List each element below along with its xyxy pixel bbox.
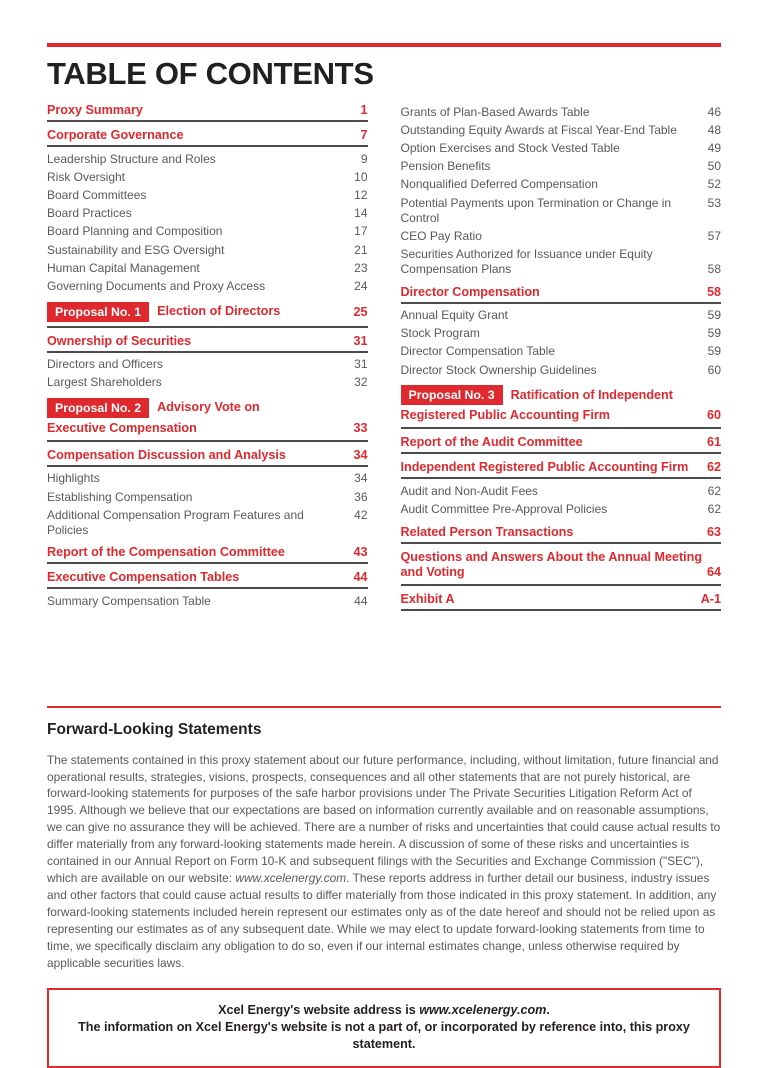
toc-entry-page: 57 <box>707 228 721 243</box>
proposal-badge: Proposal No. 3 <box>401 385 503 405</box>
proposal-badge: Proposal No. 2 <box>47 398 149 418</box>
toc-heading-page: 31 <box>353 333 368 348</box>
toc-entry[interactable] <box>401 343 722 361</box>
toc-entry-page: 62 <box>707 483 721 498</box>
notice-line1-suffix: . <box>546 1003 550 1018</box>
toc-heading-label: Executive Compensation Tables <box>47 570 240 585</box>
toc-entry-page: 9 <box>360 151 368 166</box>
toc-entry-label: Board Practices <box>47 206 132 221</box>
toc-heading-label: Related Person Transactions <box>400 524 574 539</box>
website-link[interactable]: www.xcelenergy.com <box>235 870 347 885</box>
toc-entry-page: 44 <box>354 594 368 609</box>
toc-heading-page: 63 <box>706 524 721 539</box>
toc-entry-label: Additional Compensation Program Features and Policies <box>47 507 304 537</box>
toc-entry[interactable] <box>401 103 722 121</box>
toc-page <box>0 43 768 1068</box>
toc-entry-label: Board Planning and Composition <box>47 224 223 239</box>
toc-entry[interactable] <box>401 245 722 278</box>
toc-entry-page: 50 <box>707 159 721 174</box>
notice-line-1 <box>67 1002 701 1019</box>
toc-entry-label: Pension Benefits <box>400 159 491 174</box>
website-link[interactable]: www.xcelenergy.com <box>419 1003 547 1018</box>
toc-proposal-1[interactable] <box>47 302 368 328</box>
toc-entry[interactable] <box>47 241 368 259</box>
toc-entry[interactable] <box>47 223 368 241</box>
website-notice-box <box>47 988 721 1068</box>
toc-entry-label: Establishing Compensation <box>47 489 193 504</box>
proposal-title-line1: Advisory Vote on <box>157 400 260 415</box>
toc-entry-page: 46 <box>707 104 721 119</box>
proposal-page: 60 <box>706 408 721 423</box>
toc-entry-page: 48 <box>707 122 721 137</box>
toc-heading-line2: and Voting <box>400 565 465 580</box>
toc-heading-ownership[interactable] <box>47 334 368 353</box>
toc-entry[interactable] <box>47 205 368 223</box>
toc-heading-corporate-governance[interactable] <box>47 128 368 147</box>
toc-entry-page: 31 <box>354 357 368 372</box>
toc-heading-comp-committee-report[interactable] <box>47 545 368 564</box>
toc-entry[interactable] <box>47 259 368 277</box>
toc-heading-label: Report of the Compensation Committee <box>47 545 285 560</box>
toc-proposal-3[interactable] <box>401 385 722 429</box>
toc-heading-label: Exhibit A <box>400 591 455 606</box>
toc-entry-page: 14 <box>354 206 368 221</box>
toc-heading-label: Compensation Discussion and Analysis <box>47 447 286 462</box>
toc-entry-label: Annual Equity Grant <box>400 308 508 323</box>
toc-entry[interactable] <box>47 150 368 168</box>
toc-entry-page: 59 <box>707 326 721 341</box>
toc-entry[interactable] <box>401 139 722 157</box>
toc-heading-page: 61 <box>706 435 721 450</box>
toc-entry-label: Audit Committee Pre-Approval Policies <box>400 502 608 517</box>
toc-entry-page: 59 <box>707 308 721 323</box>
proposal-title: Election of Directors <box>157 304 281 318</box>
proposal-badge: Proposal No. 1 <box>47 302 149 322</box>
toc-entry[interactable] <box>401 307 722 325</box>
toc-heading-label: Corporate Governance <box>47 128 184 142</box>
proposal-page: 33 <box>353 420 368 435</box>
toc-heading-page: 34 <box>353 447 368 462</box>
toc-entry[interactable] <box>47 488 368 506</box>
toc-heading-page: 64 <box>706 565 721 580</box>
toc-section-comp-committee-report <box>47 545 368 564</box>
toc-entry-label: Director Compensation Table <box>400 344 556 359</box>
toc-heading-label: Proxy Summary <box>47 103 143 117</box>
toc-entry-label: Outstanding Equity Awards at Fiscal Year-End Table <box>400 122 677 137</box>
toc-section-corporate-governance <box>47 128 368 296</box>
section-divider-red-rule <box>47 706 721 708</box>
toc-section-exec-comp-tables-cont <box>401 103 722 279</box>
toc-section-cda <box>47 448 368 540</box>
toc-heading-exhibit-a[interactable] <box>401 592 722 611</box>
toc-entry-page: 12 <box>354 187 368 202</box>
toc-heading-page: 7 <box>360 128 368 142</box>
toc-heading-label: Report of the Audit Committee <box>400 435 583 450</box>
toc-heading-audit-committee-report[interactable] <box>401 435 722 454</box>
toc-entry-page: 10 <box>354 169 368 184</box>
toc-entry-label: Director Stock Ownership Guidelines <box>400 362 597 377</box>
proposal-title-line2: Executive Compensation <box>47 420 197 435</box>
toc-heading-label: Independent Registered Public Accounting Firm <box>400 460 689 475</box>
toc-entry-page: 53 <box>707 195 721 210</box>
toc-heading-label: Director Compensation <box>400 284 540 299</box>
toc-heading-page: 43 <box>353 545 368 560</box>
toc-entry[interactable] <box>401 227 722 245</box>
toc-entry[interactable] <box>401 361 722 379</box>
toc-entry[interactable] <box>47 374 368 392</box>
toc-entry-label: Risk Oversight <box>47 169 126 184</box>
toc-heading-director-compensation[interactable] <box>401 285 722 304</box>
toc-entry-label: Leadership Structure and Roles <box>47 151 216 166</box>
toc-column-right <box>401 103 722 614</box>
toc-heading-page: 1 <box>360 103 368 117</box>
toc-entry-label: Governing Documents and Proxy Access <box>47 278 266 293</box>
toc-entry[interactable] <box>47 470 368 488</box>
toc-entry-page: 21 <box>354 242 368 257</box>
toc-entry-label: Board Committees <box>47 187 147 202</box>
toc-heading-independent-firm[interactable] <box>401 460 722 479</box>
proposal-title-line2: Registered Public Accounting Firm <box>400 408 610 423</box>
top-red-rule <box>47 43 721 47</box>
toc-entry-label: Directors and Officers <box>47 357 163 372</box>
proposal-title-line1: Ratification of Independent <box>510 387 673 402</box>
forward-looking-heading: Forward-Looking Statements <box>47 720 262 738</box>
toc-entry[interactable] <box>47 592 368 610</box>
toc-entry-label: Securities Authorized for Issuance under Equity Compensation Plans <box>400 246 653 276</box>
toc-entry[interactable] <box>47 186 368 204</box>
toc-entry-page: 32 <box>354 375 368 390</box>
toc-entry[interactable] <box>401 194 722 227</box>
notice-line1-prefix: Xcel Energy's website address is <box>218 1003 420 1018</box>
toc-entry-label: Summary Compensation Table <box>47 594 211 609</box>
toc-heading-page: 58 <box>706 284 721 299</box>
toc-entry-page: 49 <box>707 140 721 155</box>
toc-entry[interactable] <box>47 356 368 374</box>
toc-heading-cda[interactable] <box>47 448 368 467</box>
notice-line-2: The information on Xcel Energy's website is not a part of, or incorporated by reference into, this proxy statement. <box>78 1020 690 1052</box>
toc-section-audit-committee-report <box>401 435 722 454</box>
toc-entry-label: Largest Shareholders <box>47 375 162 390</box>
toc-column-left <box>47 103 368 611</box>
toc-heading-proxy-summary[interactable] <box>47 103 368 122</box>
toc-proposal-2[interactable] <box>47 398 368 442</box>
toc-entry-page: 59 <box>707 344 721 359</box>
forward-looking-text-1: The statements contained in this proxy statement about our future performance, including, without limitation, future financial and operational results, strategies, visions, prospects, consequences and all other statements that are not purely historical, are forward-looking statements for purposes of the safe harbor provisions under The Private Securities Litigation Reform Act of 1995. Although we believe that our expectations are based on information currently available and on reasonable assumptions, we can give no assurance they will be achieved. There are a number of risks and uncertainties that could cause actual results to differ materially from any forward-looking statements made herein. A discussion of some of these risks and uncertainties is contained in our Annual Report on Form 10-K and subsequent filings with the Securities and Exchange Commission ("SEC"), which are available on our website: <box>47 752 721 885</box>
toc-entry-page: 34 <box>354 471 368 486</box>
toc-entry[interactable] <box>401 500 722 518</box>
toc-entry[interactable] <box>47 168 368 186</box>
toc-entry-page: 24 <box>354 278 368 293</box>
toc-entry[interactable] <box>401 121 722 139</box>
toc-heading-related-person[interactable] <box>401 525 722 544</box>
toc-entry[interactable] <box>401 158 722 176</box>
toc-heading-page: 44 <box>353 570 368 585</box>
toc-entry[interactable] <box>47 506 368 539</box>
toc-entry-label: Sustainability and ESG Oversight <box>47 242 225 257</box>
proposal-page: 25 <box>353 304 368 319</box>
toc-section-director-compensation <box>401 285 722 380</box>
toc-section-exhibit-a <box>401 592 722 611</box>
toc-section-independent-firm <box>401 460 722 518</box>
forward-looking-text-2: . These reports address in further detail our business, industry issues and other factors that could cause actual results to differ materially from those indicated in this proxy statement. In addition, any forward-looking statements included herein represent our estimates only as of the date hereof and should not be relied upon as representing our estimates as of any subsequent date. While we may elect to update forward-looking statements from time to time, we specifically disclaim any obligation to do so, even if our internal estimates change, unless otherwise required by applicable securities laws. <box>47 870 717 970</box>
toc-section-proxy-summary <box>47 103 368 122</box>
toc-heading-page: 62 <box>706 460 721 475</box>
toc-entry-label: Stock Program <box>400 326 480 341</box>
toc-heading-questions-answers[interactable] <box>401 550 722 586</box>
toc-entry[interactable] <box>401 482 722 500</box>
table-of-contents <box>47 103 721 614</box>
toc-entry[interactable] <box>47 277 368 295</box>
toc-heading-label: Ownership of Securities <box>47 333 192 348</box>
page-title: TABLE OF CONTENTS <box>47 56 374 91</box>
toc-entry-label: Potential Payments upon Termination or Change in Control <box>400 195 672 225</box>
forward-looking-paragraph <box>47 752 721 972</box>
toc-entry[interactable] <box>401 176 722 194</box>
toc-heading-line1: Questions and Answers About the Annual Meeting <box>400 549 703 564</box>
toc-section-exec-comp-tables <box>47 570 368 610</box>
toc-entry-page: 60 <box>707 362 721 377</box>
toc-entry-label: Grants of Plan-Based Awards Table <box>400 104 590 119</box>
toc-section-related-person <box>401 525 722 544</box>
toc-entry-page: 42 <box>354 507 368 522</box>
toc-entry-page: 62 <box>707 502 721 517</box>
toc-entry-page: 36 <box>354 489 368 504</box>
toc-entry-label: Option Exercises and Stock Vested Table <box>400 140 620 155</box>
toc-entry-label: Nonqualified Deferred Compensation <box>400 177 598 192</box>
toc-entry[interactable] <box>401 325 722 343</box>
toc-heading-label <box>401 550 703 581</box>
toc-section-ownership <box>47 334 368 392</box>
toc-heading-exec-comp-tables[interactable] <box>47 570 368 589</box>
toc-entry-label: Audit and Non-Audit Fees <box>400 483 538 498</box>
toc-entry-label: CEO Pay Ratio <box>400 228 482 243</box>
toc-entry-page: 17 <box>354 224 368 239</box>
toc-entry-label: Human Capital Management <box>47 260 200 275</box>
toc-heading-page: A-1 <box>700 591 721 606</box>
toc-entry-page: 23 <box>354 260 368 275</box>
toc-entry-page: 52 <box>707 177 721 192</box>
toc-entry-label: Highlights <box>47 471 100 486</box>
toc-entry-page: 58 <box>707 261 721 276</box>
